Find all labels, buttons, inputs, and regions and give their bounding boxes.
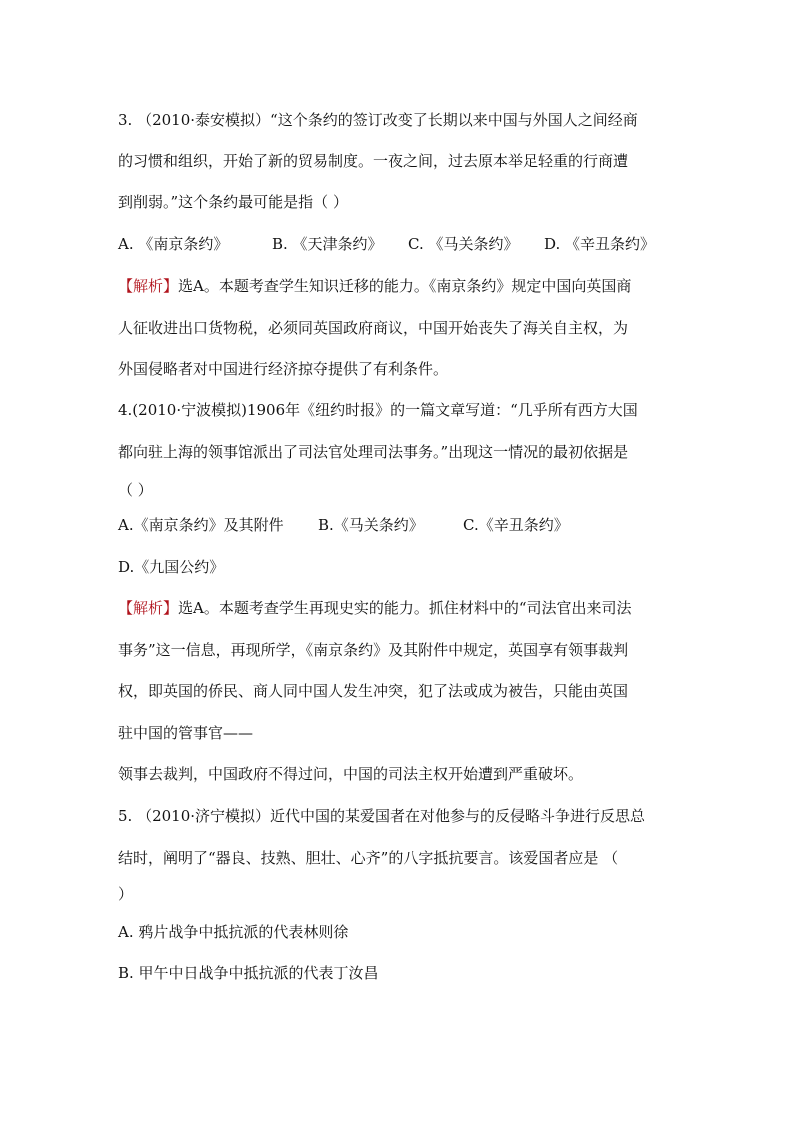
q4-option-c: C.《辛丑条约》: [463, 516, 569, 534]
q3-analysis-line-3: 外国侵略者对中国进行经济掠夺提供了有利条件。: [118, 360, 449, 378]
q4-analysis-line-3: 权，即英国的侨民、商人同中国人发生冲突，犯了法或成为被告，只能由英国: [118, 682, 629, 700]
q4-stem-line-2: 都向驻上海的领事馆派出了司法官处理司法事务。”出现这一情况的最初依据是: [118, 443, 629, 461]
q5-stem-line-1: 5. （2010·济宁模拟）近代中国的某爱国者在对他参与的反侵略斗争进行反思总: [118, 807, 646, 825]
q4-analysis-line-4: 驻中国的管事官——: [118, 724, 254, 742]
q5-option-b: B. 甲午中日战争中抵抗派的代表丁汝昌: [118, 964, 379, 982]
q4-stem-line-1: 4.(2010·宁波模拟)1906年《纽约时报》的一篇文章写道：“几乎所有西方大国: [118, 401, 638, 419]
q4-stem-line-3: （ ）: [118, 481, 153, 499]
q3-stem-line-2: 的习惯和组织，开始了新的贸易制度。一夜之间，过去原本举足轻重的行商遭: [118, 152, 629, 170]
q3-stem-line-1: 3. （2010·泰安模拟）“这个条约的签订改变了长期以来中国与外国人之间经商: [118, 111, 638, 129]
analysis-tag: 【解析】: [118, 599, 179, 617]
q5-stem-line-2: 结时，阐明了“器良、技熟、胆壮、心齐”的八字抵抗要言。该爱国者应是 （: [118, 849, 619, 867]
q3-stem-line-3: 到削弱。”这个条约最可能是指（ ）: [118, 193, 348, 211]
q3-analysis-text-1: 选A。本题考查学生知识迁移的能力。《南京条约》规定中国向英国商: [178, 277, 632, 295]
q4-option-a: A.《南京条约》及其附件: [118, 516, 284, 534]
q4-analysis-line-2: 事务”这一信息，再现所学，《南京条约》及其附件中规定，英国享有领事裁判: [118, 641, 629, 659]
q4-analysis-line-5: 领事去裁判，中国政府不得过问，中国的司法主权开始遭到严重破坏。: [118, 765, 584, 783]
q3-analysis-line-2: 人征收进出口货物税，必须同英国政府商议，中国开始丧失了海关自主权，为: [118, 319, 629, 337]
q3-option-a: A. 《南京条约》: [118, 235, 229, 253]
q4-options: [118, 515, 569, 535]
q4-option-b: B.《马关条约》: [318, 516, 424, 534]
q5-stem-line-3: ）: [118, 885, 134, 903]
q3-analysis-line-1: [118, 276, 631, 296]
q4-analysis-line-1: [118, 598, 632, 618]
q5-option-a: A. 鸦片战争中抵抗派的代表林则徐: [118, 923, 349, 941]
q4-analysis-text-1: 选A。本题考查学生再现史实的能力。抓住材料中的“司法官出来司法: [178, 599, 632, 617]
q3-option-c: C. 《马关条约》: [408, 235, 519, 253]
q4-option-d: D.《九国公约》: [118, 558, 225, 576]
q3-options: [118, 234, 655, 254]
analysis-tag: 【解析】: [118, 277, 179, 295]
q3-option-b: B. 《天津条约》: [272, 235, 383, 253]
q3-option-d: D. 《辛丑条约》: [544, 235, 656, 253]
